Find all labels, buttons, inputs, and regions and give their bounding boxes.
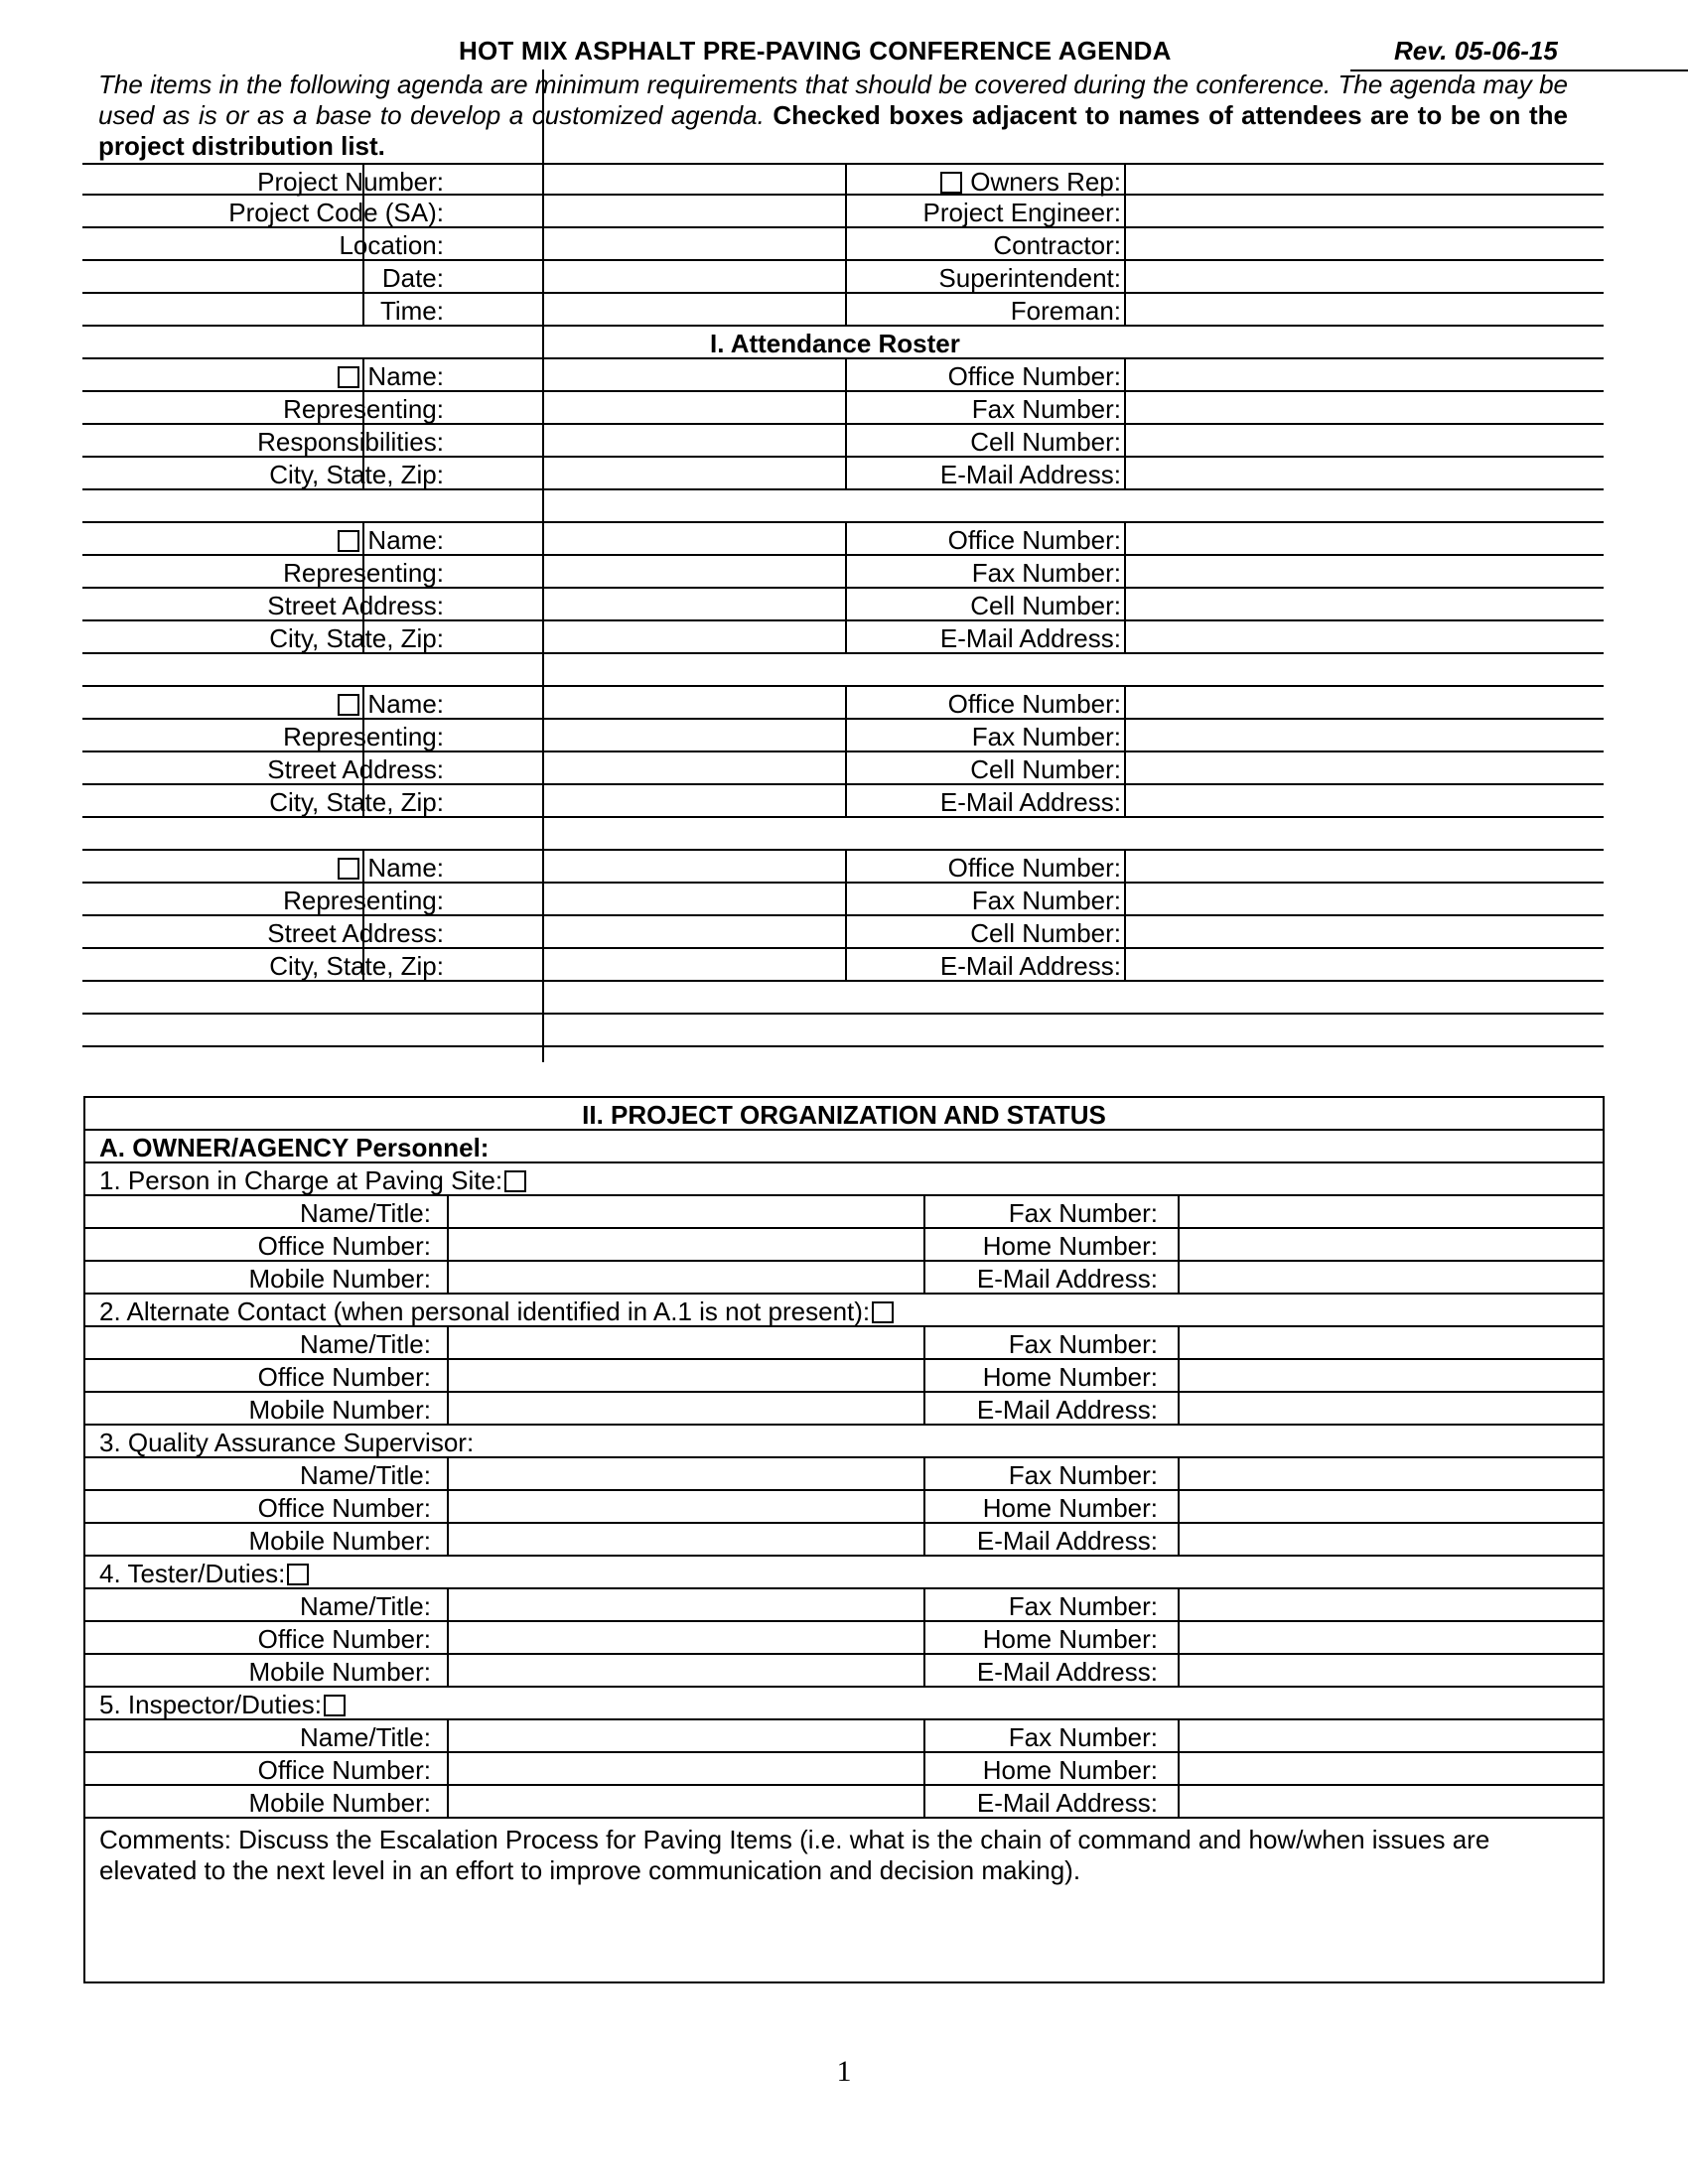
field-label: Street Address:	[267, 591, 444, 620]
project-organization-section	[83, 1096, 1605, 1983]
personnel-field-row	[85, 1327, 1603, 1360]
field-label: Cell Number:	[970, 918, 1121, 948]
comments-text: Comments: Discuss the Escalation Process for Paving Items (i.e. what is the chain of command and how/when issues are elevated to the next level in an effort to improve communication and decision making).	[99, 1825, 1490, 1885]
field-label: City, State, Zip:	[269, 623, 444, 653]
attendee-row	[82, 949, 1604, 982]
field-label: Name/Title:	[300, 1591, 431, 1621]
field-label: Fax Number:	[1008, 1460, 1158, 1490]
field-label: Fax Number:	[1008, 1591, 1158, 1621]
personnel-field-row	[85, 1622, 1603, 1655]
attendee-row	[82, 556, 1604, 589]
section2-heading: II. PROJECT ORGANIZATION AND STATUS	[582, 1100, 1106, 1130]
attendee-row	[82, 392, 1604, 425]
field-label: Office Number:	[947, 689, 1121, 719]
owner-agency-row	[85, 1131, 1603, 1163]
field-label: E-Mail Address:	[976, 1264, 1158, 1294]
personnel-item-row	[85, 1688, 1603, 1720]
field-label: Cell Number:	[970, 754, 1121, 784]
field-label: Street Address:	[267, 918, 444, 948]
field-label: Fax Number:	[1008, 1329, 1158, 1359]
field-label: Office Number:	[257, 1624, 431, 1654]
comments-box[interactable]	[85, 1819, 1603, 1892]
field-label: Home Number:	[982, 1755, 1158, 1785]
personnel-item-row	[85, 1426, 1603, 1458]
attendance-heading-row	[82, 327, 1604, 359]
personnel-field-row	[85, 1655, 1603, 1688]
attendee-name-label: Name:	[338, 525, 444, 556]
field-label: Fax Number:	[1008, 1198, 1158, 1228]
owner-agency-subheading: A. OWNER/AGENCY Personnel:	[99, 1133, 490, 1162]
personnel-item-title: 2. Alternate Contact (when personal identified in A.1 is not present):	[99, 1297, 902, 1327]
distribution-checkbox[interactable]	[338, 530, 359, 552]
spacer-row	[82, 1015, 1604, 1047]
attendee-row	[82, 720, 1604, 752]
distribution-checkbox[interactable]	[338, 694, 359, 716]
field-label: Name/Title:	[300, 1329, 431, 1359]
personnel-field-row	[85, 1262, 1603, 1295]
field-label: Project Number:	[257, 167, 444, 197]
field-label: Office Number:	[257, 1231, 431, 1261]
personnel-field-row	[85, 1720, 1603, 1753]
field-label: Mobile Number:	[248, 1526, 431, 1556]
field-label: E-Mail Address:	[939, 623, 1121, 653]
field-label: Fax Number:	[971, 722, 1121, 751]
personnel-field-row	[85, 1393, 1603, 1426]
attendee-row	[82, 884, 1604, 916]
field-label: Home Number:	[982, 1231, 1158, 1261]
field-label: E-Mail Address:	[976, 1526, 1158, 1556]
attendee-row	[82, 916, 1604, 949]
attendee-row	[82, 425, 1604, 458]
attendee-row	[82, 851, 1604, 884]
attendee-row	[82, 752, 1604, 785]
intro-italic-text: The items in the following agenda are minimum requirements that should be covered during the conference. The agenda may be used as is or as a base to develop a customized agenda.	[98, 69, 1568, 130]
attendee-row	[82, 359, 1604, 392]
project-info-row	[82, 196, 1604, 228]
field-label: Office Number:	[257, 1493, 431, 1523]
attendee-name-label: Name:	[338, 853, 444, 884]
project-info-row	[82, 228, 1604, 261]
field-label: Location:	[339, 230, 444, 260]
attendee-row	[82, 687, 1604, 720]
distribution-checkbox[interactable]	[324, 1695, 346, 1716]
field-label: Office Number:	[947, 361, 1121, 391]
field-label: Representing:	[283, 886, 444, 915]
personnel-item-title: 5. Inspector/Duties:	[99, 1690, 353, 1720]
field-label: Cell Number:	[970, 591, 1121, 620]
personnel-item-title: 3. Quality Assurance Supervisor:	[99, 1428, 475, 1457]
field-label: Name/Title:	[300, 1722, 431, 1752]
personnel-item-row	[85, 1557, 1603, 1589]
distribution-checkbox[interactable]	[872, 1301, 894, 1323]
intro-bold-text: Checked boxes adjacent to names of attendees are to be on the project distribution list.	[98, 100, 1568, 161]
field-label: Office Number:	[257, 1362, 431, 1392]
field-label: Representing:	[283, 558, 444, 588]
distribution-checkbox[interactable]	[338, 366, 359, 388]
field-label: E-Mail Address:	[976, 1395, 1158, 1425]
field-label: Cell Number:	[970, 427, 1121, 457]
field-label: Office Number:	[257, 1755, 431, 1785]
field-label: Project Engineer:	[922, 198, 1121, 227]
section2-heading-row	[85, 1098, 1603, 1131]
spacer-row	[82, 982, 1604, 1015]
owners-rep-label: Owners Rep:	[940, 167, 1121, 198]
field-label: Contractor:	[993, 230, 1121, 260]
field-label: Representing:	[283, 722, 444, 751]
attendee-row	[82, 589, 1604, 621]
field-label: Home Number:	[982, 1624, 1158, 1654]
personnel-item-row	[85, 1295, 1603, 1327]
attendee-row	[82, 621, 1604, 654]
title-row	[83, 36, 1573, 69]
field-label: E-Mail Address:	[939, 951, 1121, 981]
project-info-row	[82, 294, 1604, 327]
field-label: Home Number:	[982, 1493, 1158, 1523]
personnel-item-title: 1. Person in Charge at Paving Site:	[99, 1165, 534, 1196]
revision-label: Rev. 05-06-15	[1394, 36, 1558, 66]
field-label: Office Number:	[947, 525, 1121, 555]
field-label: E-Mail Address:	[939, 460, 1121, 489]
spacer-row	[82, 654, 1604, 687]
attendee-name-label: Name:	[338, 689, 444, 720]
field-label: Superintendent:	[938, 263, 1121, 293]
attendee-row	[82, 523, 1604, 556]
owners-rep-checkbox[interactable]	[940, 172, 962, 194]
field-label: Date:	[381, 263, 444, 293]
project-info-row	[82, 163, 1604, 196]
field-label: Project Code (SA):	[228, 198, 444, 227]
personnel-field-row	[85, 1589, 1603, 1622]
project-info-row	[82, 261, 1604, 294]
field-label: Mobile Number:	[248, 1657, 431, 1687]
field-label: Home Number:	[982, 1362, 1158, 1392]
personnel-item-row	[85, 1163, 1603, 1196]
attendee-row	[82, 785, 1604, 818]
attendance-roster-heading: I. Attendance Roster	[710, 329, 960, 358]
document-title: HOT MIX ASPHALT PRE-PAVING CONFERENCE AGENDA	[459, 36, 1172, 66]
field-label: Mobile Number:	[248, 1264, 431, 1294]
personnel-field-row	[85, 1753, 1603, 1786]
field-label: Responsibilities:	[257, 427, 444, 457]
field-label: Fax Number:	[971, 558, 1121, 588]
page-number: 1	[836, 2055, 852, 2088]
personnel-field-row	[85, 1229, 1603, 1262]
personnel-field-row	[85, 1458, 1603, 1491]
distribution-checkbox[interactable]	[338, 858, 359, 880]
field-label: Time:	[379, 296, 444, 326]
field-label: Representing:	[283, 394, 444, 424]
intro-paragraph	[98, 69, 1568, 162]
spacer-row	[82, 490, 1604, 523]
field-label: Mobile Number:	[248, 1395, 431, 1425]
distribution-checkbox[interactable]	[287, 1564, 309, 1585]
personnel-field-row	[85, 1196, 1603, 1229]
field-label: Name/Title:	[300, 1198, 431, 1228]
spacer-row	[82, 818, 1604, 851]
field-label: Street Address:	[267, 754, 444, 784]
distribution-checkbox[interactable]	[504, 1170, 526, 1192]
field-label: Name/Title:	[300, 1460, 431, 1490]
field-label: Fax Number:	[971, 886, 1121, 915]
field-label: E-Mail Address:	[976, 1788, 1158, 1818]
field-label: City, State, Zip:	[269, 787, 444, 817]
field-label: E-Mail Address:	[976, 1657, 1158, 1687]
personnel-field-row	[85, 1786, 1603, 1819]
field-label: Office Number:	[947, 853, 1121, 883]
personnel-field-row	[85, 1491, 1603, 1524]
section1-grid	[82, 163, 1604, 1047]
field-label: Mobile Number:	[248, 1788, 431, 1818]
attendee-name-label: Name:	[338, 361, 444, 392]
field-label: Fax Number:	[1008, 1722, 1158, 1752]
field-label: E-Mail Address:	[939, 787, 1121, 817]
field-label: Foreman:	[1010, 296, 1121, 326]
field-label: City, State, Zip:	[269, 951, 444, 981]
personnel-item-title: 4. Tester/Duties:	[99, 1559, 317, 1589]
personnel-field-row	[85, 1360, 1603, 1393]
attendee-row	[82, 458, 1604, 490]
personnel-field-row	[85, 1524, 1603, 1557]
field-label: Fax Number:	[971, 394, 1121, 424]
field-label: City, State, Zip:	[269, 460, 444, 489]
